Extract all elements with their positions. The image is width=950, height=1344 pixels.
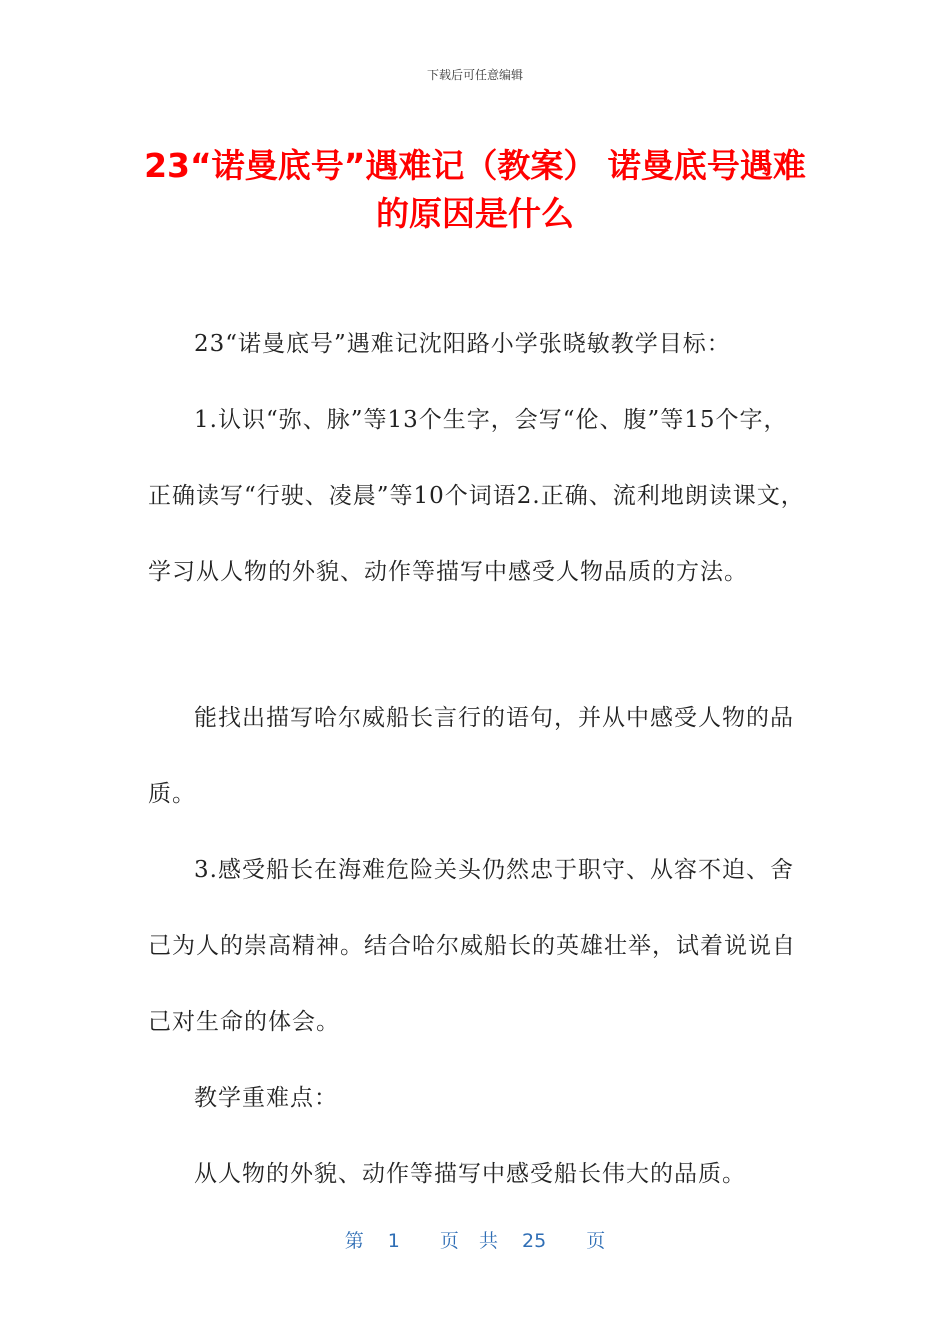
page-number-footer bbox=[0, 1226, 950, 1253]
footer-total-label: 共 bbox=[478, 1230, 498, 1252]
paragraph-goal-1: 1.认识“弥、脉”等13个生字，会写“伦、腹”等15个字，正确读写“行驶、凌晨”等10个词语2.正确、流利地朗读课文，学习从人物的外貌、动作等描写中感受人物品质的方法。 bbox=[148, 407, 805, 585]
document-title: 23“诺曼底号”遇难记（教案） 诺曼底号遇难的原因是什么 bbox=[144, 146, 806, 233]
paragraph-goal-2: 能找出描写哈尔威船长言行的语句，并从中感受人物的品质。 bbox=[148, 705, 794, 807]
paragraph-intro: 23“诺曼底号”遇难记沈阳路小学张晓敏教学目标： bbox=[194, 331, 731, 357]
header-note: 下载后可任意编辑 bbox=[426, 68, 523, 82]
footer-current-page: 1 bbox=[387, 1230, 400, 1252]
footer-page-label: 第 bbox=[344, 1230, 364, 1252]
content-block-1 bbox=[148, 306, 808, 610]
paragraph-key-points: 从人物的外貌、动作等描写中感受船长伟大的品质。 bbox=[194, 1161, 746, 1187]
paragraph-key-points-heading: 教学重难点： bbox=[194, 1085, 338, 1111]
footer-total-suffix: 页 bbox=[586, 1230, 606, 1252]
footer-total-pages: 25 bbox=[522, 1230, 547, 1252]
content-block-2 bbox=[148, 680, 808, 1212]
footer-page-suffix: 页 bbox=[439, 1230, 459, 1252]
paragraph-goal-3: 3.感受船长在海难危险关头仍然忠于职守、从容不迫、舍己为人的崇高精神。结合哈尔威船长的英雄壮举，试着说说自己对生命的体会。 bbox=[148, 857, 796, 1035]
